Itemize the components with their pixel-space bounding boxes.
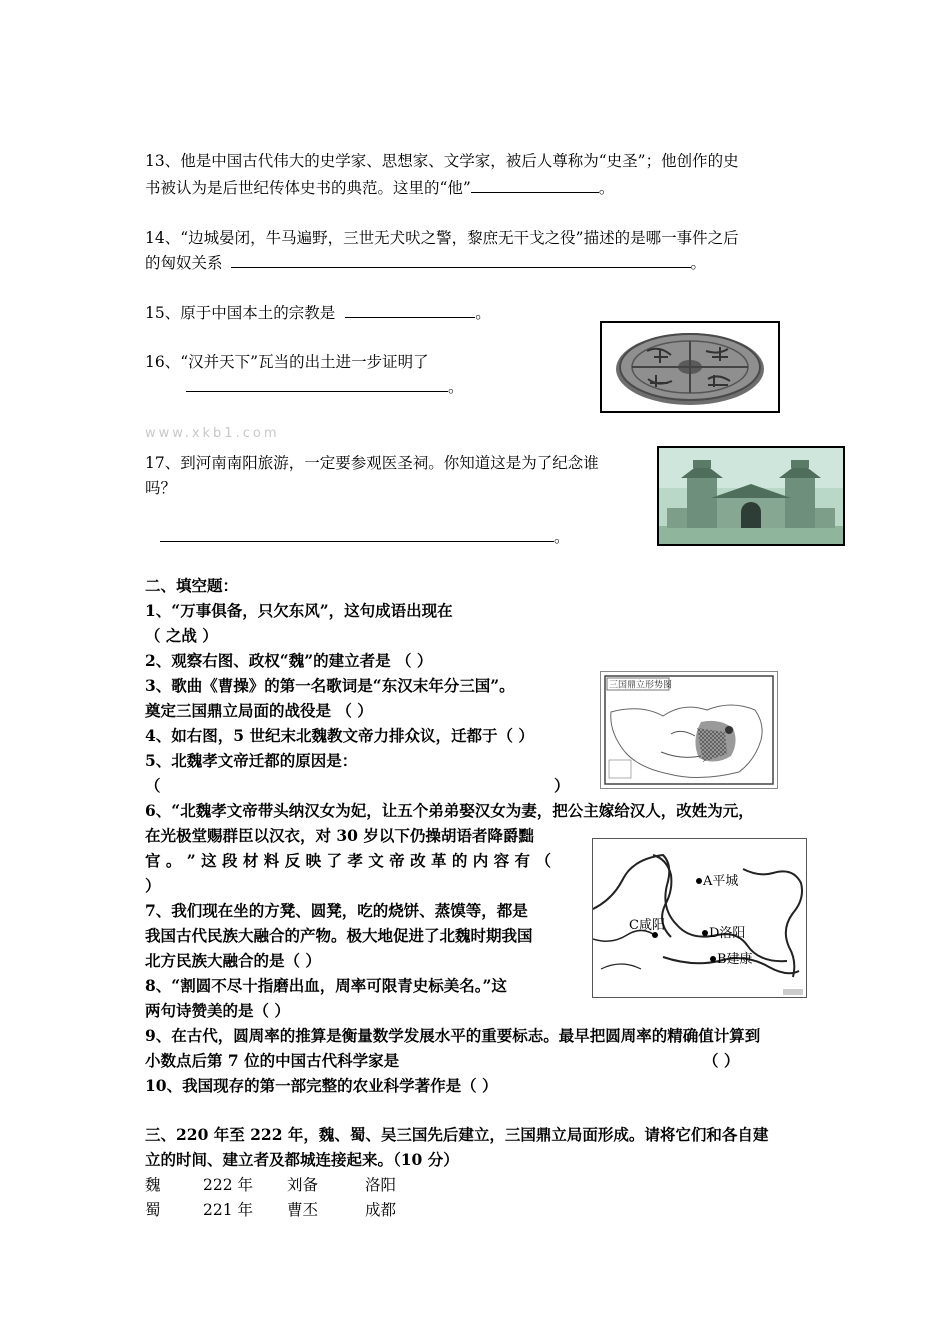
q16-answer-blank[interactable] [186,377,448,392]
q13-line2: 书被认为是后世纪传体史书的典范。这里的“他” 。 [145,179,615,197]
fill-q5-close-paren: ） [554,776,570,795]
fill-q6-line1: 6、“北魏孝文帝带头纳汉女为妃，让五个弟弟娶汉女为妻，把公主嫁给汉人，改姓为元， [145,801,754,820]
map-title: 三国鼎立形势图 [609,680,673,691]
q17-answer-blank[interactable] [160,527,554,542]
match-capital[interactable]: 成都 [365,1201,397,1219]
fill-q5-open-paren: （ [145,776,161,795]
match-row [145,1174,396,1196]
q13-line1: 13、他是中国古代伟大的史学家、思想家、文学家，被后人尊称为“史圣”；他创作的史 [145,152,739,170]
map-label-jiankang: B建康 [717,952,753,967]
map-label-pingcheng: A平城 [703,874,739,889]
fill-q2-line: 2、观察右图、政权“魏”的建立者是 （ ） [145,651,433,670]
wadang-tile-image [600,321,780,413]
watermark: www.xkb1.com [145,426,280,441]
fill-q9-paren: （ ） [703,1051,740,1070]
match-founder[interactable]: 刘备 [287,1176,319,1194]
match-year[interactable]: 221 年 [203,1201,254,1219]
fill-q10-line: 10、我国现存的第一部完整的农业科学著作是（ ） [145,1076,498,1095]
fill-q1-line2: （ 之战 ） [145,626,218,645]
northern-wei-map [592,838,807,998]
fill-q6-line2: 在光极堂赐群臣以汉衣，对 30 岁以下仍操胡语者降爵黜 [145,826,534,845]
map-label-luoyang: D洛阳 [709,926,746,941]
q13-answer-blank[interactable] [471,178,599,193]
match-row [145,1199,396,1221]
q16-answer-line: 。 [186,376,464,398]
section3-heading-line1: 三、220 年至 222 年，魏、蜀、吴三国先后建立，三国鼎立局面形成。请将它们和各自建 [145,1125,769,1144]
fill-q9-line2: 小数点后第 7 位的中国古代科学家是 [145,1051,400,1070]
fill-q8-line2: 两句诗赞美的是（ ） [145,1001,290,1020]
q15-answer-blank[interactable] [345,303,475,318]
match-year[interactable]: 222 年 [203,1176,254,1194]
fill-q8-line1: 8、“割圆不尽十指磨出血，周率可限青史标美名。”这 [145,976,507,995]
fill-q6-line3: 官 。 ” 这 段 材 料 反 映 了 孝 文 帝 改 革 的 内 容 有 （ [145,851,551,870]
match-founder[interactable]: 曹丕 [287,1201,319,1219]
q14-answer-blank[interactable] [231,253,691,268]
three-kingdoms-map [600,671,778,789]
q17-answer-line: 。 [160,526,570,548]
q14-line2: 的匈奴关系 。 [145,254,707,272]
yishengci-temple-image [657,446,845,546]
section3-heading-line2: 立的时间、建立者及都城连接起来。（10 分） [145,1150,459,1169]
map-label-xianyang: C咸阳 [629,918,665,933]
fill-q7-line2: 我国古代民族大融合的产物。极大地促进了北魏时期我国 [145,926,533,945]
fill-q3-line2: 奠定三国鼎立局面的战役是 （ ） [145,701,373,720]
section2-heading: 二、填空题： [145,576,239,595]
q15-line: 15、原于中国本土的宗教是 。 [145,304,491,322]
fill-q1-line1: 1、“万事俱备，只欠东风”，这句成语出现在 [145,601,453,620]
fill-q7-line3: 北方民族大融合的是（ ） [145,951,321,970]
fill-q3-line1: 3、歌曲《曹操》的第一名歌词是“东汉末年分三国”。 [145,676,515,695]
fill-q4-line: 4、如右图，5 世纪末北魏教文帝力排众议，迁都于（ ） [145,726,534,745]
match-kingdom[interactable]: 魏 [145,1176,161,1194]
q16-line: 16、“汉并天下”瓦当的出土进一步证明了 [145,353,429,371]
q17-line1: 17、到河南南阳旅游，一定要参观医圣祠。你知道这是为了纪念谁 [145,454,599,472]
fill-q5-line1: 5、北魏孝文帝迁都的原因是： [145,751,358,770]
match-kingdom[interactable]: 蜀 [145,1201,161,1219]
fill-q9-line1: 9、在古代，圆周率的推算是衡量数学发展水平的重要标志。最早把圆周率的精确值计算到 [145,1026,761,1045]
q17-line2: 吗？ [145,479,177,497]
fill-q6-line4: ） [145,876,161,895]
match-capital[interactable]: 洛阳 [365,1176,397,1194]
q14-line1: 14、“边城晏闭，牛马遍野，三世无犬吠之警，黎庶无干戈之役”描述的是哪一事件之后 [145,229,739,247]
fill-q7-line1: 7、我们现在坐的方凳、圆凳，吃的烧饼、蒸馍等，都是 [145,901,528,920]
